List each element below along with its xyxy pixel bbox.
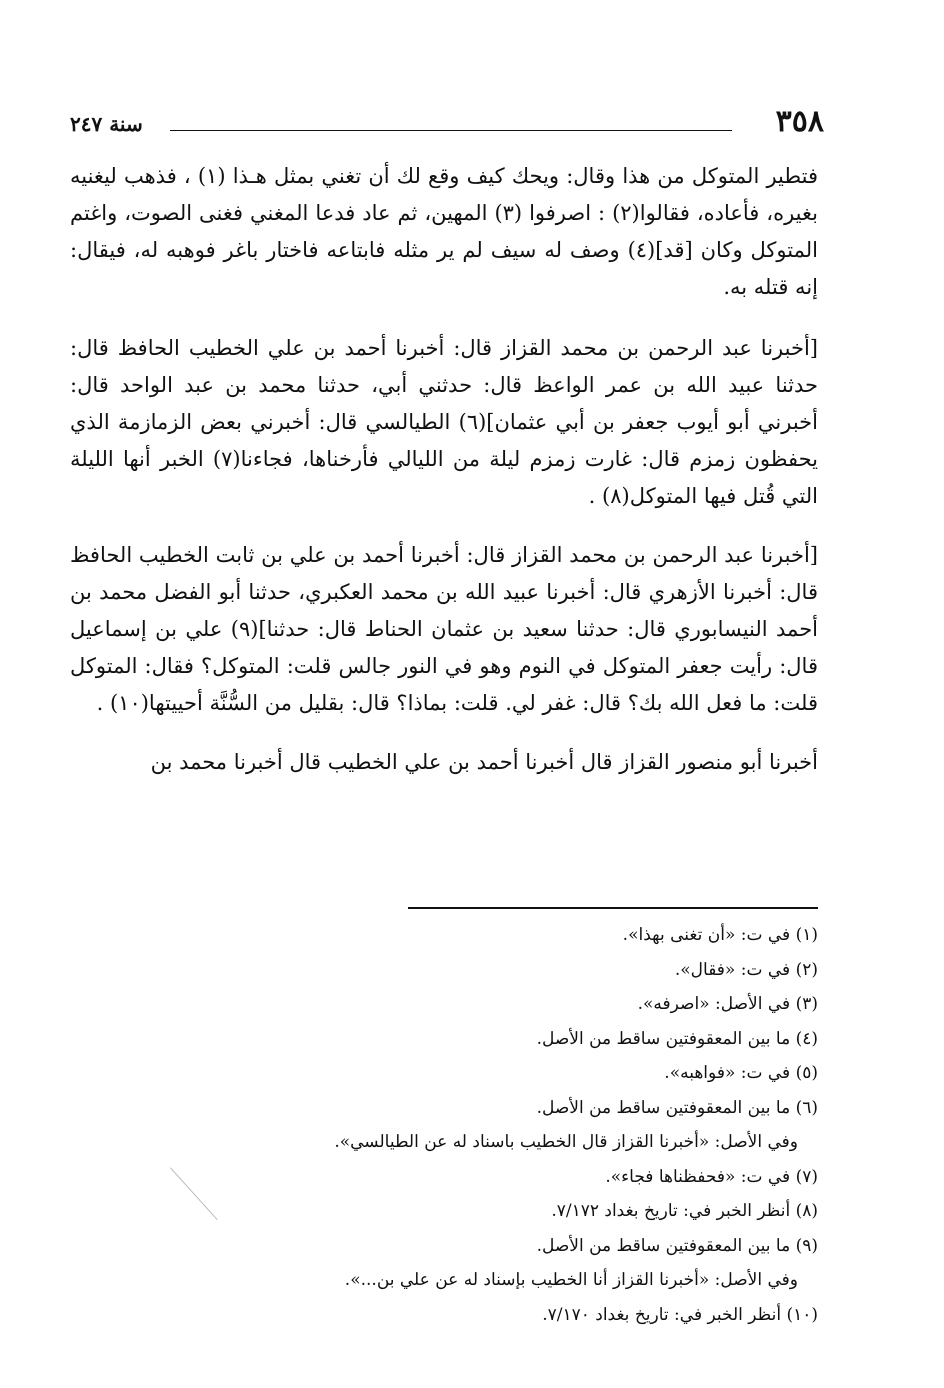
header-rule [170,130,732,131]
footnotes [70,918,818,1332]
footnote-separator [408,907,818,909]
footnote-5: (٥) في ت: «فواهبه». [664,1063,818,1083]
footnote-6: (٦) ما بين المعقوفتين ساقط من الأصل. [536,1097,818,1118]
footnote-3: (٣) في الأصل: «اصرفه». [637,994,818,1014]
paragraph-1: فتطير المتوكل من هذا وقال: ويحك كيف وقع لك أن تغني بمثل هـذا (١) ، فذهب ليغنيه بغيره، فأعاده، فقالوا(٢) : اصرفوا (٣) المهين، ثم عاد فدعا المغني فغنى الصوت، واغتم المتوكل وكان [قد](٤) وصف له سيف لم ير مثله فابتاعه فاختار باغر فوهبه له، فيقال: إنه قتله به. [70,164,818,299]
footnote-10: (١٠) أنظر الخبر في: تاريخ بغداد ٧/١٧٠. [542,1304,818,1325]
footnote-1: (١) في ت: «أن تغنى بهذا». [622,925,818,945]
footnote-6-note: وفي الأصل: «أخبرنا القزاز قال الخطيب باسناد له عن الطيالسي». [334,1132,798,1152]
footnote-4: (٤) ما بين المعقوفتين ساقط من الأصل. [536,1028,818,1049]
footnote-9-note: وفي الأصل: «أخبرنا القزاز أنا الخطيب بإسناد له عن علي بن...». [344,1270,798,1290]
footnote-8: (٨) أنظر الخبر في: تاريخ بغداد ٧/١٧٢. [551,1201,818,1221]
page-number: ٣٥٨ [775,104,824,139]
main-text [70,158,818,803]
running-head: سنة ٢٤٧ [70,112,143,136]
footnote-9: (٩) ما بين المعقوفتين ساقط من الأصل. [536,1235,818,1256]
paragraph-4: أخبرنا أبو منصور القزاز قال أخبرنا أحمد بن علي الخطيب قال أخبرنا محمد بن [150,750,818,774]
page-header [70,104,824,144]
footnote-7: (٧) في ت: «فحفظناها فجاء». [605,1166,818,1187]
paragraph-3: [أخبرنا عبد الرحمن بن محمد القزاز قال: أخبرنا أحمد بن علي بن ثابت الخطيب الحافظ قال: أخبرنا الأزهري قال: أخبرنا عبيد الله بن محمد العكبري، حدثنا أبو الفضل محمد بن أحمد النيسابوري قال: حدثنا سعيد بن عثمان الحناط قال: حدثنا](٩) علي بن إسماعيل قال: رأيت جعفر المتوكل في النوم وهو في النور جالس قلت: المتوكل؟ فقال: المتوكل قلت: ما فعل الله بك؟ قال: غفر لي. قلت: بماذا؟ قال: بقليل من السُّنَّة أحييتها(١٠) . [70,543,819,715]
paragraph-2: [أخبرنا عبد الرحمن بن محمد القزاز قال: أخبرنا أحمد بن علي الخطيب الحافظ قال: حدثنا عبيد الله بن عمر الواعظ قال: حدثني أبي، حدثنا محمد بن عبد الواحد قال: أخبرني أبو أيوب جعفر بن أبي عثمان](٦) الطيالسي قال: أخبرني بعض الزمازمة الذي يحفظون زمزم قال: غارت زمزم ليلة من الليالي فأرخناها، فجاءنا(٧) الخبر أنها الليلة التي قُتل فيها المتوكل(٨) . [70,336,819,508]
footnote-2: (٢) في ت: «فقال». [674,959,818,980]
